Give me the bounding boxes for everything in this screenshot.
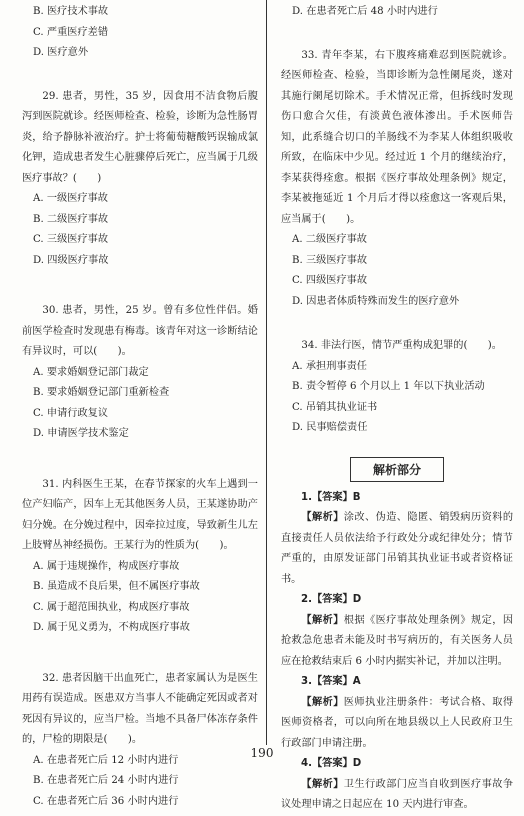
options-block bbox=[22, 2, 258, 64]
answer-label: 4.【答案】D bbox=[301, 758, 362, 769]
answer-explanation bbox=[281, 611, 513, 673]
answer-explanation bbox=[281, 693, 513, 755]
question-34 bbox=[281, 336, 513, 439]
option: D. 因患者体质特殊而发生的医疗意外 bbox=[292, 295, 460, 307]
answer-explanation bbox=[281, 508, 513, 590]
question-34-stem: 34. 非法行医，情节严重构成犯罪的( )。 bbox=[301, 340, 502, 351]
question-32 bbox=[22, 669, 258, 813]
option: D. 申请医学技术鉴定 bbox=[33, 428, 129, 439]
option: A. 属于违规操作，构成医疗事故 bbox=[33, 560, 180, 572]
page-number: 190 bbox=[250, 746, 274, 760]
option: B. 虽造成不良后果，但不属医疗事故 bbox=[33, 581, 200, 592]
explanation-text: 涂改、伪造、隐匿、销毁病历资料的直接责任人员依法给予行政处分或纪律处分；情节严重的，由原发证部门吊销其执业证书或者资格证书。 bbox=[281, 512, 513, 585]
section-title: 解析部分 bbox=[350, 457, 444, 482]
left-column bbox=[22, 0, 258, 812]
question-32-stem: 32. 患者因脑干出血死亡，患者家属认为是医生用药有误造成。医患双方当事人不能确定死因或者对死因有异议的，应当尸检。当地不具备尸体冻存条件的，尸检的期限是( )。 bbox=[22, 672, 258, 745]
explanation-tag: 【解析】 bbox=[301, 614, 344, 626]
option: B. 医疗技术事故 bbox=[33, 6, 109, 17]
question-30-stem: 30. 患者，男性，25 岁。曾有多位性伴侣。婚前医学检查时发现患有梅毒。该青年对这一诊断结论有异议时，可以( )。 bbox=[22, 305, 258, 357]
option: D. 医疗意外 bbox=[33, 47, 89, 58]
option: A. 要求婚姻登记部门裁定 bbox=[33, 366, 149, 378]
option: A. 一级医疗事故 bbox=[33, 193, 108, 204]
option: C. 吊销其执业证书 bbox=[292, 401, 378, 413]
column-divider bbox=[266, 0, 267, 745]
explanation-tag: 【解析】 bbox=[301, 696, 344, 708]
option: C. 三级医疗事故 bbox=[33, 234, 109, 245]
option: C. 属于超范围执业，构成医疗事故 bbox=[33, 601, 190, 613]
question-31-stem: 31. 内科医生王某，在春节探家的火车上遇到一位产妇临产，因车上无其他医务人员，王某遂协助产妇分娩。在分娩过程中，因牵拉过度，导致新生儿左上肢臂丛神经损伤。王某行为的性质为( )。 bbox=[22, 478, 258, 551]
option: D. 四级医疗事故 bbox=[33, 254, 109, 266]
question-30 bbox=[22, 301, 258, 445]
option: C. 严重医疗差错 bbox=[33, 26, 109, 38]
option: A. 承担刑事责任 bbox=[292, 360, 367, 372]
answer-explanation bbox=[281, 775, 513, 816]
option: D. 民事赔偿责任 bbox=[292, 422, 368, 433]
answer-label: 1.【答案】B bbox=[301, 491, 361, 503]
option: B. 三级医疗事故 bbox=[292, 254, 368, 266]
option: D. 在患者死亡后 48 小时内进行 bbox=[292, 6, 438, 17]
answer-label: 2.【答案】D bbox=[301, 594, 362, 605]
option: A. 在患者死亡后 12 小时内进行 bbox=[33, 754, 179, 766]
answer-label: 3.【答案】A bbox=[301, 676, 361, 687]
question-31 bbox=[22, 475, 258, 639]
option: B. 要求婚姻登记部门重新检查 bbox=[33, 387, 170, 398]
option: B. 责令暂停 6 个月以上 1 年以下执业活动 bbox=[292, 381, 485, 392]
question-29-stem: 29. 患者，男性，35 岁，因食用不洁食物后腹泻到医院就诊。经医师检查、检验，诊断为急性肠胃炎，给予静脉补液治疗。护士将葡萄糖酸钙误输成氯化钾，造成患者发生心脏骤停后死亡，应当属于几级医疗事故？( ) bbox=[22, 90, 258, 184]
option: C. 在患者死亡后 36 小时内进行 bbox=[33, 795, 179, 807]
option: A. 二级医疗事故 bbox=[292, 234, 367, 245]
question-33 bbox=[281, 46, 513, 313]
answers-list bbox=[281, 488, 513, 816]
option: C. 四级医疗事故 bbox=[292, 275, 368, 286]
explanation-text: 医师执业注册条件：考试合格、取得医师资格者，可以向所在地县级以上人民政府卫生行政部门申请注册。 bbox=[281, 696, 513, 749]
explanation-text: 卫生行政部门应当自收到医疗事故争议处理申请之日起应在 10 天内进行审查。 bbox=[281, 778, 513, 810]
option: D. 属于见义勇为，不构成医疗事故 bbox=[33, 622, 190, 633]
explanation-tag: 【解析】 bbox=[301, 778, 344, 790]
question-29 bbox=[22, 87, 258, 272]
option: B. 二级医疗事故 bbox=[33, 213, 109, 225]
right-column bbox=[281, 0, 513, 816]
question-33-stem: 33. 青年李某，右下腹疼痛难忍到医院就诊。经医师检查、检验，当即诊断为急性阑尾炎，遂对其施行阑尾切除术。手术情况正常，但拆线时发现伤口愈合欠佳，有淡黄色液体渗出。手术医师告知，此系缝合切口的羊肠线不为李某人体组织吸收所致，在临床中少见。经过近 1 个月的继续治疗，李某获得痊愈。根据《医疗事故处理条例》规定，李某被拖延近 1 个月后才得以痊愈这一客观后果，应当属于( )。 bbox=[281, 49, 513, 225]
explanation-tag: 【解析】 bbox=[301, 512, 344, 523]
option: B. 在患者死亡后 24 小时内进行 bbox=[33, 775, 179, 786]
explanation-text: 根据《医疗事故处理条例》规定，因抢救急危患者未能及时书写病历的，有关医务人员应在抢救结束后 6 小时内据实补记，并加以注明。 bbox=[281, 614, 513, 667]
option: C. 申请行政复议 bbox=[33, 407, 109, 419]
